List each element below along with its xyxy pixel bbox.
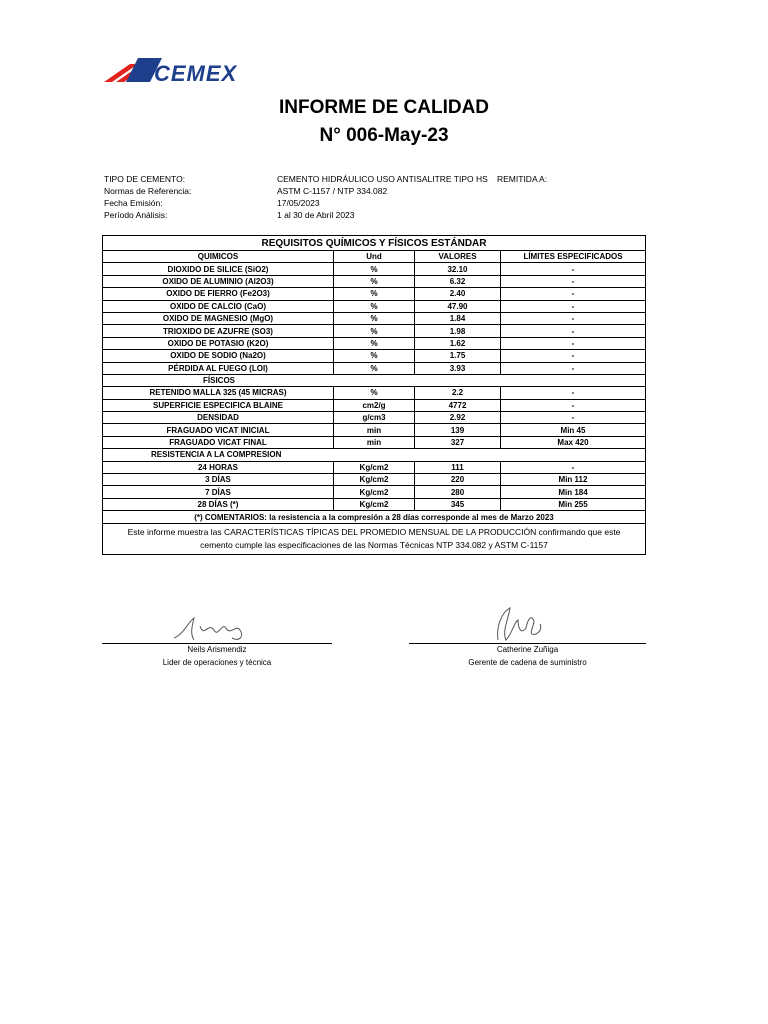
meta-label: Período Análisis: (104, 210, 168, 220)
cemex-logo (104, 54, 268, 84)
row-limit: - (501, 263, 646, 275)
row-name: FRAGUADO VICAT FINAL (103, 436, 334, 448)
footer-note: Este informe muestra las CARACTERÍSTICAS TÍPICAS DEL PROMEDIO MENSUAL DE LA PRODUCCIÓN confirmando que este cemento cumple las especificaciones de las Normas Técnicas NTP 334.082 y ASTM C-1157 (103, 524, 646, 555)
signature-left (170, 612, 250, 646)
table-row (103, 399, 646, 411)
meta-extra: REMITIDA A: (497, 174, 548, 184)
row-name: 28 DÍAS (*) (103, 498, 334, 510)
row-value: 4772 (415, 399, 501, 411)
signature-line (409, 643, 646, 644)
table-row (103, 461, 646, 473)
row-limit: - (501, 288, 646, 300)
row-limit: Min 255 (501, 498, 646, 510)
row-limit: Min 45 (501, 424, 646, 436)
meta-value: CEMENTO HIDRÁULICO USO ANTISALITRE TIPO HS (277, 174, 488, 184)
row-limit: Min 184 (501, 486, 646, 498)
table-row (103, 300, 646, 312)
row-value: 1.84 (415, 312, 501, 324)
row-value: 1.98 (415, 325, 501, 337)
report-meta (104, 173, 664, 221)
row-value: 280 (415, 486, 501, 498)
row-name: TRIOXIDO DE AZUFRE (SO3) (103, 325, 334, 337)
meta-label: Normas de Referencia: (104, 186, 192, 196)
row-limit: - (501, 350, 646, 362)
row-unit: min (334, 436, 415, 448)
signer-role: Lider de operaciones y técnica (162, 658, 272, 667)
row-name: 3 DÍAS (103, 474, 334, 486)
table-row (103, 474, 646, 486)
row-unit: Kg/cm2 (334, 498, 415, 510)
row-unit: % (334, 325, 415, 337)
table-row (103, 337, 646, 349)
row-unit: % (334, 387, 415, 399)
table-row (103, 325, 646, 337)
section-blank (334, 374, 646, 386)
signer-name: Catherine Zuñiga (496, 645, 559, 654)
quimicos-rows (103, 263, 646, 375)
column-header: QUIMICOS (103, 251, 334, 263)
row-name: SUPERFICIE ESPECIFICA BLAINE (103, 399, 334, 411)
row-unit: Kg/cm2 (334, 461, 415, 473)
row-unit: % (334, 288, 415, 300)
table-row (103, 412, 646, 424)
row-name: OXIDO DE POTASIO (K2O) (103, 337, 334, 349)
row-unit: % (334, 362, 415, 374)
row-name: PÉRDIDA AL FUEGO (LOI) (103, 362, 334, 374)
section-label-resistencia: RESISTENCIA A LA COMPRESION (103, 449, 334, 461)
meta-row-cement-type (104, 173, 664, 185)
row-limit: - (501, 387, 646, 399)
row-value: 1.75 (415, 350, 501, 362)
row-name: RETENIDO MALLA 325 (45 MICRAS) (103, 387, 334, 399)
meta-value: 1 al 30 de Abril 2023 (277, 210, 355, 220)
table-row (103, 424, 646, 436)
row-unit: min (334, 424, 415, 436)
row-value: 1.62 (415, 337, 501, 349)
column-header: LÍMITES ESPECIFICADOS (501, 251, 646, 263)
row-name: DENSIDAD (103, 412, 334, 424)
row-value: 32.10 (415, 263, 501, 275)
row-unit: % (334, 350, 415, 362)
table-row (103, 498, 646, 510)
signer-name: Neils Arismendiz (187, 645, 247, 654)
row-unit: Kg/cm2 (334, 486, 415, 498)
requirements-table (102, 235, 646, 555)
row-unit: % (334, 312, 415, 324)
row-value: 111 (415, 461, 501, 473)
row-unit: g/cm3 (334, 412, 415, 424)
meta-row-date (104, 197, 664, 209)
row-name: OXIDO DE MAGNESIO (MgO) (103, 312, 334, 324)
row-unit: % (334, 300, 415, 312)
row-value: 3.93 (415, 362, 501, 374)
row-unit: % (334, 337, 415, 349)
meta-value: ASTM C-1157 / NTP 334.082 (277, 186, 388, 196)
table-row (103, 362, 646, 374)
table-row (103, 436, 646, 448)
row-limit: - (501, 337, 646, 349)
row-limit: - (501, 300, 646, 312)
row-limit: - (501, 275, 646, 287)
signature-right (488, 604, 548, 648)
meta-row-norms (104, 185, 664, 197)
row-value: 47.90 (415, 300, 501, 312)
row-unit: % (334, 263, 415, 275)
meta-label: Fecha Emisión: (104, 198, 163, 208)
row-name: 24 HORAS (103, 461, 334, 473)
row-value: 2.92 (415, 412, 501, 424)
fisicos-rows (103, 387, 646, 449)
resistencia-rows (103, 461, 646, 511)
row-value: 220 (415, 474, 501, 486)
row-name: DIOXIDO DE SILICE (SiO2) (103, 263, 334, 275)
row-name: OXIDO DE CALCIO (CaO) (103, 300, 334, 312)
signer-role: Gerente de cadena de suministro (468, 658, 587, 667)
table-row (103, 288, 646, 300)
signature-line (102, 643, 332, 644)
row-value: 2.2 (415, 387, 501, 399)
row-name: FRAGUADO VICAT INICIAL (103, 424, 334, 436)
table-row (103, 350, 646, 362)
svg-text:CEMEX: CEMEX (154, 61, 238, 84)
table-row (103, 486, 646, 498)
table-row (103, 275, 646, 287)
meta-row-period (104, 209, 664, 221)
table-row (103, 312, 646, 324)
row-unit: Kg/cm2 (334, 474, 415, 486)
row-limit: - (501, 461, 646, 473)
row-value: 6.32 (415, 275, 501, 287)
row-limit: Min 112 (501, 474, 646, 486)
row-limit: - (501, 399, 646, 411)
section-blank (334, 449, 646, 461)
row-value: 139 (415, 424, 501, 436)
row-unit: cm2/g (334, 399, 415, 411)
row-value: 327 (415, 436, 501, 448)
row-limit: - (501, 312, 646, 324)
row-name: 7 DÍAS (103, 486, 334, 498)
row-limit: Max 420 (501, 436, 646, 448)
meta-value: 17/05/2023 (277, 198, 320, 208)
column-header: Und (334, 251, 415, 263)
table-header: REQUISITOS QUÍMICOS Y FÍSICOS ESTÁNDAR (103, 236, 646, 251)
row-unit: % (334, 275, 415, 287)
row-name: OXIDO DE SODIO (Na2O) (103, 350, 334, 362)
meta-label: TIPO DE CEMENTO: (104, 174, 186, 184)
row-limit: - (501, 325, 646, 337)
report-title: INFORME DE CALIDAD (278, 97, 490, 118)
row-limit: - (501, 362, 646, 374)
row-limit: - (501, 412, 646, 424)
row-name: OXIDO DE FIERRO (Fe2O3) (103, 288, 334, 300)
row-value: 2.40 (415, 288, 501, 300)
section-label-fisicos: FÍSICOS (103, 374, 334, 386)
report-number: N° 006-May-23 (319, 125, 449, 146)
row-value: 345 (415, 498, 501, 510)
row-name: OXIDO DE ALUMINIO (Al2O3) (103, 275, 334, 287)
table-row (103, 387, 646, 399)
table-row (103, 263, 646, 275)
column-header: VALORES (415, 251, 501, 263)
comment-row: (*) COMENTARIOS: la resistencia a la compresión a 28 días corresponde al mes de Marzo 2023 (103, 511, 646, 524)
